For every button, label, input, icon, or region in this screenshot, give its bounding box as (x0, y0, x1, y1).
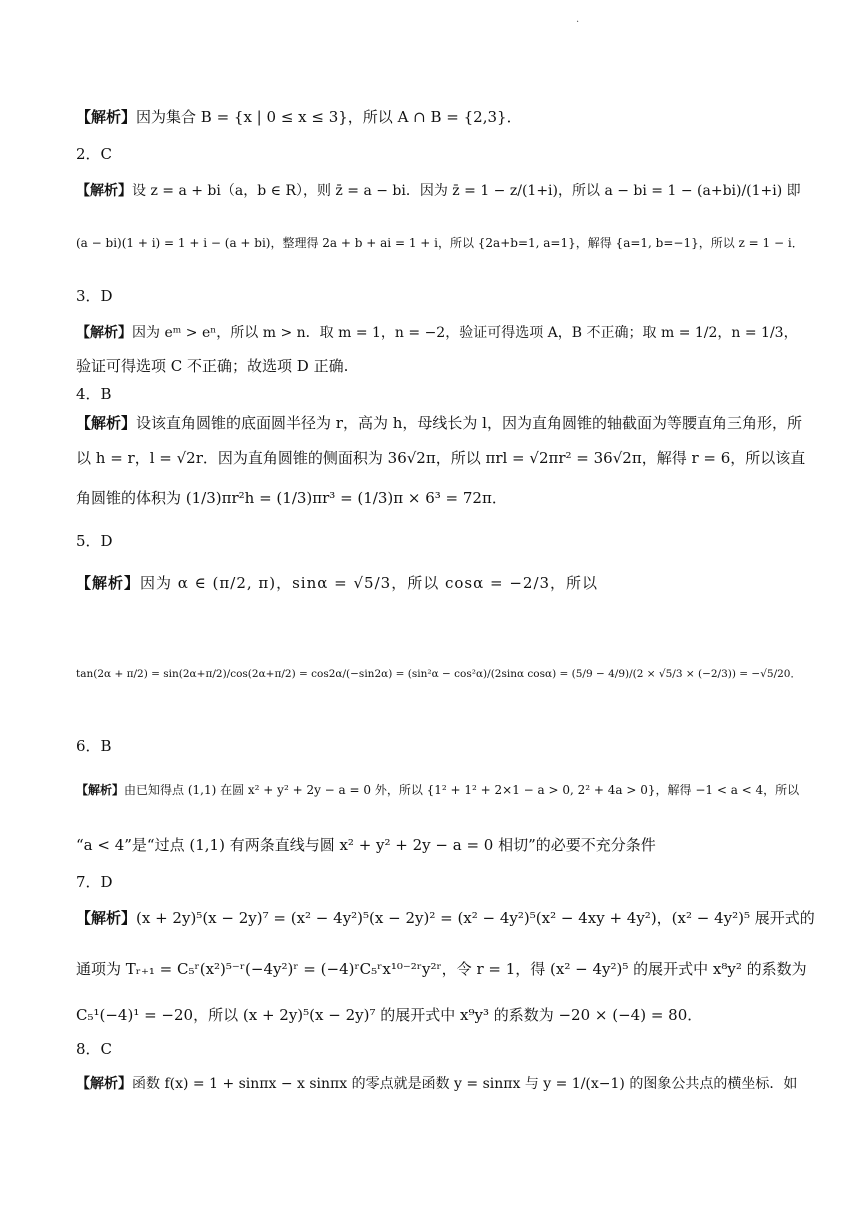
analysis-label: 【解析】 (76, 325, 132, 341)
solution-7-line-3: C₅¹(−4)¹ = −20，所以 (x + 2y)⁵(x − 2y)⁷ 的展开式中 x⁹y³ 的系数为 −20 × (−4) = 80． (76, 1006, 703, 1024)
analysis-label: 【解析】 (76, 183, 132, 199)
solution-3-line-1: 【解析】因为 eᵐ > eⁿ，所以 m > n．取 m = 1，n = −2，验证可得选项 A，B 不正确；取 m = 1/2，n = 1/3， (76, 325, 798, 341)
answer-3: 3．D (76, 287, 113, 305)
analysis-label: 【解析】 (76, 574, 141, 592)
answer-7: 7．D (76, 873, 113, 891)
solution-6-line-2: “a < 4”是“过点 (1,1) 有两条直线与圆 x² + y² + 2y − a = 0 相切”的必要不充分条件 (76, 836, 656, 854)
solution-2-line-1: 【解析】设 z = a + bi（a，b ∈ R），则 z̄ = a − bi．因为 z̄ = 1 − z/(1+i)，所以 a − bi = 1 − (a+bi)/(1+i) 即 (76, 183, 801, 199)
solution-1-text: 因为集合 B = {x | 0 ≤ x ≤ 3}，所以 A ∩ B = {2,3}． (136, 108, 522, 126)
solution-4-line-3: 角圆锥的体积为 (1/3)πr²h = (1/3)πr³ = (1/3)π × 6³ = 72π． (76, 489, 507, 507)
analysis-label: 【解析】 (76, 108, 137, 126)
solution-5-line-1: 【解析】因为 α ∈ (π/2, π)，sinα = √5/3，所以 cosα = −2/3，所以 (76, 574, 599, 592)
solution-7-line-1: 【解析】(x + 2y)⁵(x − 2y)⁷ = (x² − 4y²)⁵(x − 2y)² = (x² − 4y²)⁵(x² − 4xy + 4y²)，(x² − 4y²)⁵ 展开式的 (76, 909, 815, 927)
solution-4-line-1: 【解析】设该直角圆锥的底面圆半径为 r，高为 h，母线长为 l，因为直角圆锥的轴截面为等腰直角三角形，所 (76, 414, 802, 432)
solution-8-line-1: 【解析】函数 f(x) = 1 + sinπx − x sinπx 的零点就是函数 y = sinπx 与 y = 1/(x−1) 的图象公共点的横坐标．如 (76, 1076, 798, 1092)
solution-3-line-2: 验证可得选项 C 不正确；故选项 D 正确. (76, 357, 349, 375)
answer-2: 2．C (76, 145, 113, 163)
analysis-label: 【解析】 (76, 783, 125, 797)
page-dot: . (576, 14, 580, 25)
answer-6: 6．B (76, 737, 112, 755)
solution-2-line-2: (a − bi)(1 + i) = 1 + i − (a + bi)，整理得 2a + b + ai = 1 + i，所以 {2a+b=1, a=1}，解得 {a=1, b=−1}，所以 z = 1 − i． (76, 236, 804, 250)
analysis-label: 【解析】 (76, 414, 137, 432)
solution-6-line-1: 【解析】由已知得点 (1,1) 在圆 x² + y² + 2y − a = 0 外，所以 {1² + 1² + 2×1 − a > 0, 2² + 4a > 0}，解得 −1 < a < 4，所以 (76, 783, 800, 797)
solution-4-line-2: 以 h = r，l = √2r．因为直角圆锥的侧面积为 36√2π，所以 πrl = √2πr² = 36√2π，解得 r = 6，所以该直 (76, 449, 806, 467)
solution-1 (76, 106, 790, 128)
solution-5-line-2: tan(2α + π/2) = sin(2α+π/2)/cos(2α+π/2) = cos2α/(−sin2α) = (sin²α − cos²α)/(2sinα cosα) = (5/9 − 4/9)/(2 × √5/3 × (−2/3)) = −√5/20． (76, 668, 801, 680)
answer-5: 5．D (76, 532, 113, 550)
analysis-label: 【解析】 (76, 1076, 132, 1092)
answer-8: 8．C (76, 1040, 113, 1058)
answer-4: 4．B (76, 385, 112, 403)
analysis-label: 【解析】 (76, 909, 137, 927)
solution-7-line-2: 通项为 Tᵣ₊₁ = C₅ʳ(x²)⁵⁻ʳ(−4y²)ʳ = (−4)ʳC₅ʳx¹⁰⁻²ʳy²ʳ，令 r = 1，得 (x² − 4y²)⁵ 的展开式中 x⁸y² 的系数为 (76, 960, 807, 978)
